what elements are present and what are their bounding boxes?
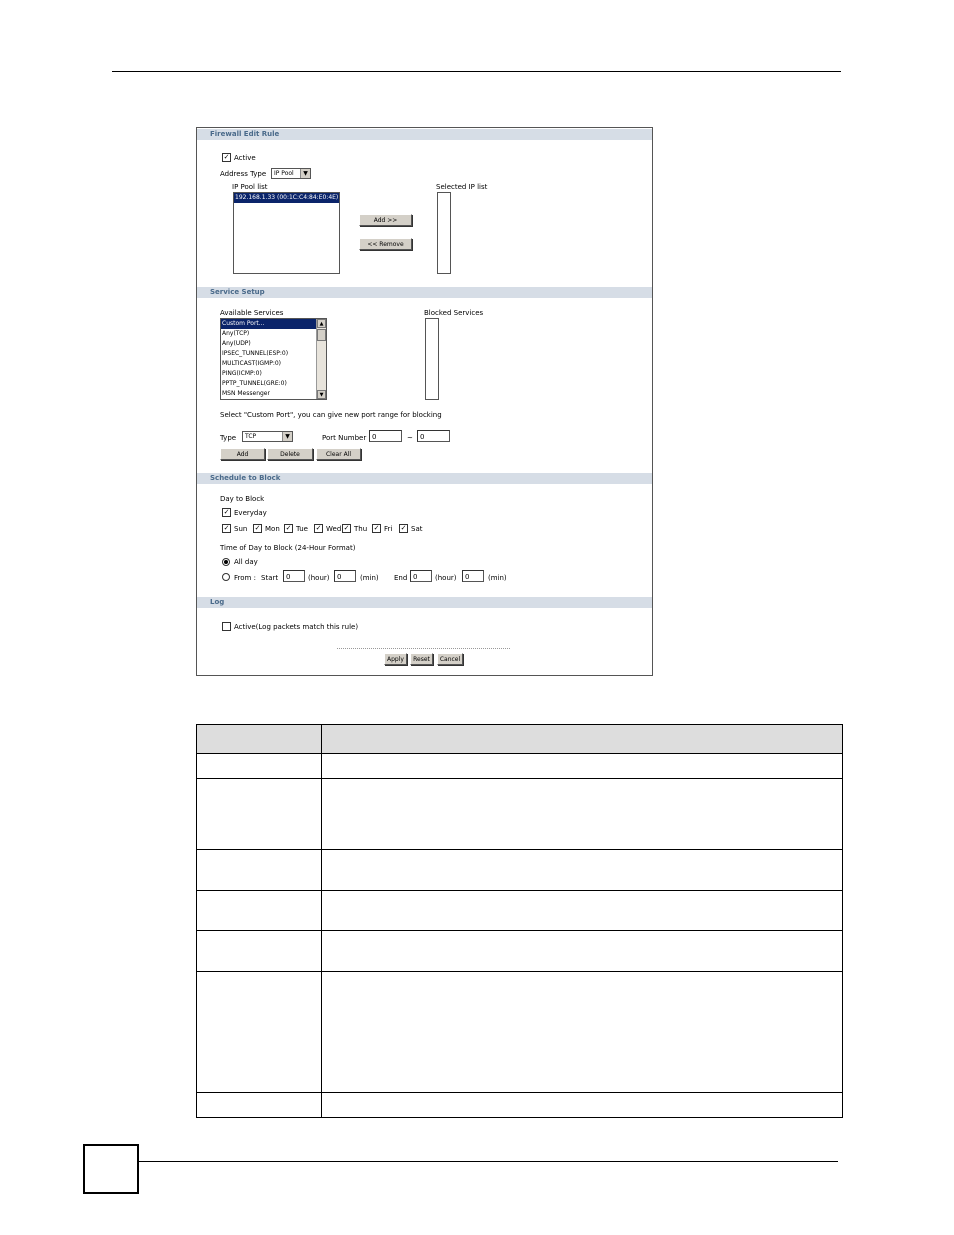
day-checkbox-wed[interactable]: ✓ xyxy=(315,524,322,532)
port-number-label: Port Number xyxy=(322,434,367,442)
day-checkbox-sat[interactable]: ✓ xyxy=(400,524,407,532)
blocked-services-listbox[interactable] xyxy=(425,318,439,400)
address-type-label: Address Type xyxy=(220,170,267,178)
chevron-down-icon: ▼ xyxy=(300,169,310,178)
service-option[interactable]: MSN Messenger xyxy=(222,390,270,397)
time-of-day-label: Time of Day to Block (24-Hour Format) xyxy=(220,544,356,552)
port-from-input[interactable]: 0 xyxy=(369,430,402,442)
day-label-sat: Sat xyxy=(411,525,423,533)
start-hour-unit: (hour) xyxy=(308,574,330,582)
day-label-tue: Tue xyxy=(296,525,308,533)
table-row xyxy=(197,754,843,779)
everyday-label: Everyday xyxy=(234,509,267,517)
type-select[interactable] xyxy=(242,431,293,442)
firewall-edit-rule-screenshot xyxy=(196,127,653,676)
port-to-input[interactable]: 0 xyxy=(417,430,450,442)
chevron-down-icon: ▼ xyxy=(282,432,292,441)
scroll-thumb[interactable] xyxy=(317,329,326,341)
service-option[interactable]: PING(ICMP:0) xyxy=(222,370,262,377)
ip-pool-listbox[interactable] xyxy=(233,192,340,274)
section-header-log: Log xyxy=(197,597,652,608)
end-min-input[interactable]: 0 xyxy=(462,570,484,582)
services-scrollbar[interactable] xyxy=(316,319,326,399)
service-option[interactable]: Any(UDP) xyxy=(222,340,251,347)
blocked-services-label: Blocked Services xyxy=(424,309,484,317)
address-type-value: IP Pool xyxy=(274,170,294,177)
start-hour-input[interactable]: 0 xyxy=(283,570,305,582)
log-active-checkbox[interactable] xyxy=(222,622,231,631)
day-checkbox-thu[interactable]: ✓ xyxy=(343,524,350,532)
table-row xyxy=(197,1093,843,1118)
footer-divider xyxy=(337,648,510,649)
section-header-service-setup: Service Setup xyxy=(197,287,652,298)
day-label-sun: Sun xyxy=(234,525,248,533)
table-header-cell xyxy=(322,725,843,754)
table-row xyxy=(197,931,843,972)
page-number-box xyxy=(83,1144,139,1194)
table-header-row xyxy=(197,725,843,754)
start-label: Start xyxy=(261,574,279,582)
section-header-firewall-edit-rule: Firewall Edit Rule xyxy=(197,129,652,140)
from-radio[interactable] xyxy=(222,573,230,581)
start-min-unit: (min) xyxy=(360,574,379,582)
day-label-wed: Wed xyxy=(326,525,342,533)
table-header-cell xyxy=(197,725,322,754)
add-ip-button[interactable]: Add >> xyxy=(359,214,412,226)
end-hour-unit: (hour) xyxy=(435,574,457,582)
active-label: Active xyxy=(234,154,256,162)
start-min-input[interactable]: 0 xyxy=(334,570,356,582)
remove-ip-button[interactable]: << Remove xyxy=(359,238,412,250)
service-option[interactable]: Any(TCP) xyxy=(222,330,250,337)
reset-button[interactable]: Reset xyxy=(410,653,433,665)
ip-pool-list-label: IP Pool list xyxy=(232,183,268,191)
from-label: From : xyxy=(234,574,256,582)
header-rule xyxy=(112,71,841,72)
section-header-schedule: Schedule to Block xyxy=(197,473,652,484)
apply-button[interactable]: Apply xyxy=(384,653,407,665)
custom-port-note: Select "Custom Port", you can give new port range for blocking xyxy=(220,411,442,419)
day-label-fri: Fri xyxy=(384,525,393,533)
add-service-button[interactable]: Add xyxy=(220,448,265,460)
delete-service-button[interactable]: Delete xyxy=(267,448,313,460)
day-label-mon: Mon xyxy=(265,525,280,533)
ip-pool-item[interactable]: 192.168.1.33 (00:1C:C4:84:E0:4E) xyxy=(235,194,339,201)
end-label: End xyxy=(394,574,408,582)
scroll-up-icon[interactable]: ▲ xyxy=(317,319,326,328)
active-checkbox[interactable]: ✓ xyxy=(223,153,230,161)
end-hour-input[interactable]: 0 xyxy=(410,570,432,582)
service-option[interactable]: IPSEC_TUNNEL(ESP:0) xyxy=(222,350,289,357)
address-type-select[interactable] xyxy=(271,168,311,179)
all-day-label: All day xyxy=(234,558,258,566)
day-checkbox-tue[interactable]: ✓ xyxy=(285,524,292,532)
all-day-radio[interactable] xyxy=(222,558,230,566)
service-option[interactable]: Custom Port... xyxy=(221,319,326,329)
selected-ip-list-label: Selected IP list xyxy=(436,183,488,191)
day-checkbox-fri[interactable]: ✓ xyxy=(373,524,380,532)
available-services-label: Available Services xyxy=(220,309,284,317)
end-min-unit: (min) xyxy=(488,574,507,582)
day-checkbox-mon[interactable]: ✓ xyxy=(254,524,261,532)
port-range-tilde: ~ xyxy=(407,434,413,442)
type-value: TCP xyxy=(245,433,257,440)
day-label-thu: Thu xyxy=(354,525,368,533)
log-active-label: Active(Log packets match this rule) xyxy=(234,623,359,631)
service-option[interactable]: MULTICAST(IGMP:0) xyxy=(222,360,282,367)
day-checkbox-sun[interactable]: ✓ xyxy=(223,524,230,532)
description-table xyxy=(196,724,843,1118)
footer-rule xyxy=(139,1161,838,1162)
selected-ip-listbox[interactable] xyxy=(437,192,451,274)
scroll-down-icon[interactable]: ▼ xyxy=(317,390,326,399)
day-to-block-label: Day to Block xyxy=(220,495,265,503)
cancel-button[interactable]: Cancel xyxy=(437,653,463,665)
everyday-checkbox[interactable]: ✓ xyxy=(223,508,230,516)
table-row xyxy=(197,972,843,1093)
clear-all-button[interactable]: Clear All xyxy=(316,448,361,460)
service-option[interactable]: PPTP_TUNNEL(GRE:0) xyxy=(222,380,287,387)
table-row xyxy=(197,779,843,850)
available-services-listbox[interactable] xyxy=(220,318,327,400)
table-row xyxy=(197,850,843,891)
table-row xyxy=(197,891,843,931)
type-label: Type xyxy=(220,434,237,442)
